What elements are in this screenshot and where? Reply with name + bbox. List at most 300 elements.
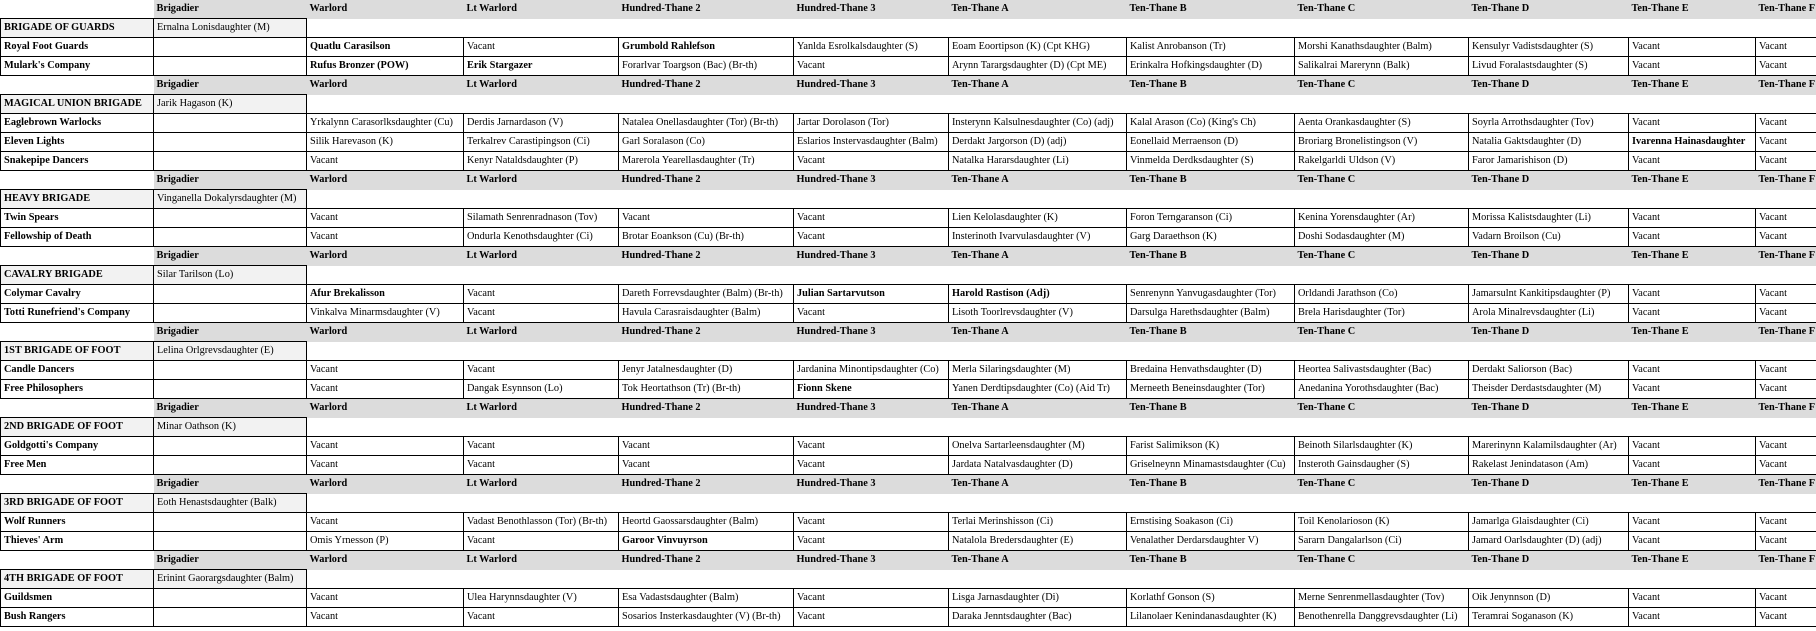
officer-cell: Brela Harisdaughter (Tor) (1295, 304, 1469, 323)
brigade-row (1, 19, 1816, 38)
column-header-row (1, 171, 1816, 190)
column-header: Hundred-Thane 2 (619, 0, 794, 19)
empty-cell (464, 190, 619, 209)
officer-cell: Morissa Kalistsdaughter (Li) (1469, 209, 1629, 228)
empty-cell (949, 266, 1127, 285)
unit-row (1, 38, 1816, 57)
officer-cell: Terlai Merinshisson (Ci) (949, 513, 1127, 532)
officer-cell: Terkalrev Carastipingson (Ci) (464, 133, 619, 152)
column-header: Ten-Thane E (1629, 76, 1756, 95)
unit-brigadier-cell (154, 380, 307, 399)
empty-cell (307, 418, 464, 437)
empty-cell (794, 190, 949, 209)
unit-row (1, 608, 1816, 627)
column-header: Hundred-Thane 3 (794, 76, 949, 95)
empty-cell (949, 19, 1127, 38)
empty-cell (464, 342, 619, 361)
column-header: Lt Warlord (464, 76, 619, 95)
officer-cell: Vacant (794, 513, 949, 532)
column-header: Ten-Thane D (1469, 551, 1629, 570)
officer-cell: Vadast Benothlasson (Tor) (Br-th) (464, 513, 619, 532)
officer-cell: Derdis Jarnardason (V) (464, 114, 619, 133)
officer-cell: Vacant (307, 209, 464, 228)
unit-brigadier-cell (154, 285, 307, 304)
officer-cell: Natalia Gaktsdaughter (D) (1469, 133, 1629, 152)
column-header: Ten-Thane F (1756, 399, 1816, 418)
officer-cell: Ivarenna Hainasdaughter (1629, 133, 1756, 152)
column-header: Ten-Thane B (1127, 323, 1295, 342)
column-header: Warlord (307, 399, 464, 418)
empty-cell (1756, 190, 1816, 209)
officer-cell: Vacant (1756, 589, 1816, 608)
officer-cell: Insterynn Kalsulnesdaughter (Co) (adj) (949, 114, 1127, 133)
officer-cell: Vacant (307, 589, 464, 608)
empty-cell (1127, 19, 1295, 38)
officer-cell: Afur Brekalisson (307, 285, 464, 304)
unit-row (1, 152, 1816, 171)
empty-cell (794, 266, 949, 285)
officer-cell: Vacant (794, 209, 949, 228)
empty-cell (307, 190, 464, 209)
officer-cell: Vacant (794, 589, 949, 608)
unit-brigadier-cell (154, 589, 307, 608)
unit-name: Guildsmen (1, 589, 154, 608)
empty-cell (1295, 19, 1469, 38)
empty-cell (1469, 418, 1629, 437)
column-header: Ten-Thane C (1295, 323, 1469, 342)
officer-cell: Yanen Derdtipsdaughter (Co) (Aid Tr) (949, 380, 1127, 399)
officer-cell: Kalal Arason (Co) (King's Ch) (1127, 114, 1295, 133)
officer-cell: Vacant (794, 456, 949, 475)
column-header: Ten-Thane D (1469, 171, 1629, 190)
unit-row (1, 304, 1816, 323)
officer-cell: Vacant (1629, 209, 1756, 228)
officer-cell: Lisga Jarnasdaughter (Di) (949, 589, 1127, 608)
unit-name: Twin Spears (1, 209, 154, 228)
brigade-row (1, 342, 1816, 361)
empty-cell (949, 190, 1127, 209)
empty-cell (1295, 266, 1469, 285)
officer-cell: Oik Jenynnson (D) (1469, 589, 1629, 608)
column-header: Ten-Thane C (1295, 171, 1469, 190)
officer-cell: Arola Minalrevsdaughter (Li) (1469, 304, 1629, 323)
officer-cell: Griselneynn Minamastsdaughter (Cu) (1127, 456, 1295, 475)
officer-cell: Ulea Harynnsdaughter (V) (464, 589, 619, 608)
officer-cell: Jamard Oarlsdaughter (D) (adj) (1469, 532, 1629, 551)
empty-cell (1629, 570, 1756, 589)
empty-cell (1629, 190, 1756, 209)
unit-row (1, 209, 1816, 228)
empty-cell (1295, 342, 1469, 361)
column-header: Warlord (307, 475, 464, 494)
empty-cell (1469, 95, 1629, 114)
officer-cell: Jamarlga Glaisdaughter (Ci) (1469, 513, 1629, 532)
officer-cell: Garg Daraethson (K) (1127, 228, 1295, 247)
officer-cell: Venalather Derdarsdaughter V) (1127, 532, 1295, 551)
officer-cell: Vacant (1756, 513, 1816, 532)
officer-cell: Vacant (464, 285, 619, 304)
officer-cell: Vacant (1629, 437, 1756, 456)
officer-cell: Insterinoth Ivarvulasdaughter (V) (949, 228, 1127, 247)
officer-cell: Sosarios Insterkasdaughter (V) (Br-th) (619, 608, 794, 627)
column-header: Ten-Thane B (1127, 76, 1295, 95)
column-header: Hundred-Thane 3 (794, 323, 949, 342)
officer-cell: Julian Sartarvutson (794, 285, 949, 304)
officer-cell: Heortd Gaossarsdaughter (Balm) (619, 513, 794, 532)
column-header: Brigadier (154, 247, 307, 266)
brigadier-name: Erinint Gaorargsdaughter (Balm) (154, 570, 307, 589)
header-blank-cell (1, 0, 154, 19)
empty-cell (1469, 494, 1629, 513)
unit-name: Snakepipe Dancers (1, 152, 154, 171)
officer-cell: Jardata Natalvasdaughter (D) (949, 456, 1127, 475)
column-header: Ten-Thane F (1756, 475, 1816, 494)
empty-cell (949, 570, 1127, 589)
brigade-name: 1ST BRIGADE OF FOOT (1, 342, 154, 361)
column-header: Lt Warlord (464, 323, 619, 342)
empty-cell (1756, 19, 1816, 38)
brigade-row (1, 418, 1816, 437)
column-header: Ten-Thane E (1629, 551, 1756, 570)
officer-cell: Vacant (794, 608, 949, 627)
officer-cell: Korlathf Gonson (S) (1127, 589, 1295, 608)
officer-cell: Silamath Senrenradnason (Tov) (464, 209, 619, 228)
officer-cell: Harold Rastison (Adj) (949, 285, 1127, 304)
officer-cell: Vacant (307, 152, 464, 171)
empty-cell (1756, 95, 1816, 114)
brigade-name: HEAVY BRIGADE (1, 190, 154, 209)
officer-cell: Jenyr Jatalnesdaughter (D) (619, 361, 794, 380)
officer-cell: Vacant (1629, 532, 1756, 551)
brigadier-name: Vinganella Dokalyrsdaughter (M) (154, 190, 307, 209)
empty-cell (307, 19, 464, 38)
brigade-row (1, 570, 1816, 589)
officer-cell: Heortea Salivastsdaughter (Bac) (1295, 361, 1469, 380)
column-header: Ten-Thane B (1127, 247, 1295, 266)
empty-cell (619, 494, 794, 513)
officer-cell: Vacant (1756, 285, 1816, 304)
empty-cell (1127, 190, 1295, 209)
column-header-row (1, 551, 1816, 570)
officer-cell: Vacant (1756, 209, 1816, 228)
empty-cell (1756, 570, 1816, 589)
unit-brigadier-cell (154, 437, 307, 456)
officer-cell: Quatlu Carasilson (307, 38, 464, 57)
unit-brigadier-cell (154, 57, 307, 76)
officer-cell: Jamarsulnt Kankitipsdaughter (P) (1469, 285, 1629, 304)
column-header: Hundred-Thane 3 (794, 0, 949, 19)
officer-cell: Onelva Sartarleensdaughter (M) (949, 437, 1127, 456)
empty-cell (464, 570, 619, 589)
empty-cell (307, 570, 464, 589)
unit-brigadier-cell (154, 38, 307, 57)
officer-cell: Vacant (307, 228, 464, 247)
column-header: Hundred-Thane 3 (794, 247, 949, 266)
officer-cell: Vacant (307, 608, 464, 627)
column-header: Brigadier (154, 0, 307, 19)
officer-cell: Senrenynn Yanvugasdaughter (Tor) (1127, 285, 1295, 304)
empty-cell (1756, 494, 1816, 513)
officer-cell: Vacant (307, 380, 464, 399)
empty-cell (794, 342, 949, 361)
unit-name: Totti Runefriend's Company (1, 304, 154, 323)
officer-cell: Salikalrai Marerynn (Balk) (1295, 57, 1469, 76)
officer-cell: Vacant (1629, 608, 1756, 627)
officer-cell: Vacant (1756, 228, 1816, 247)
officer-cell: Esa Vadastsdaughter (Balm) (619, 589, 794, 608)
column-header: Hundred-Thane 3 (794, 399, 949, 418)
column-header: Ten-Thane A (949, 551, 1127, 570)
column-header: Ten-Thane C (1295, 76, 1469, 95)
header-blank-cell (1, 171, 154, 190)
officer-cell: Vacant (1756, 114, 1816, 133)
unit-name: Goldgotti's Company (1, 437, 154, 456)
officer-cell: Lisoth Toorlrevsdaughter (V) (949, 304, 1127, 323)
officer-cell: Kensulyr Vadistsdaughter (S) (1469, 38, 1629, 57)
empty-cell (1629, 494, 1756, 513)
officer-cell: Vinkalva Minarmsdaughter (V) (307, 304, 464, 323)
officer-cell: Lilanolaer Kenindanasdaughter (K) (1127, 608, 1295, 627)
empty-cell (1756, 266, 1816, 285)
column-header: Ten-Thane E (1629, 0, 1756, 19)
officer-cell: Vacant (1756, 437, 1816, 456)
officer-cell: Kalist Anrobanson (Tr) (1127, 38, 1295, 57)
unit-brigadier-cell (154, 133, 307, 152)
brigade-name: 2ND BRIGADE OF FOOT (1, 418, 154, 437)
empty-cell (464, 494, 619, 513)
officer-cell: Vacant (794, 152, 949, 171)
officer-cell: Vacant (1629, 456, 1756, 475)
unit-brigadier-cell (154, 608, 307, 627)
column-header: Hundred-Thane 2 (619, 247, 794, 266)
officer-cell: Merne Senrenmellasdaughter (Tov) (1295, 589, 1469, 608)
brigade-name: 3RD BRIGADE OF FOOT (1, 494, 154, 513)
officer-cell: Merla Silaringsdaughter (M) (949, 361, 1127, 380)
column-header: Brigadier (154, 171, 307, 190)
officer-cell: Vacant (1756, 532, 1816, 551)
empty-cell (1127, 418, 1295, 437)
officer-cell: Vacant (794, 532, 949, 551)
column-header-row (1, 323, 1816, 342)
column-header: Ten-Thane A (949, 247, 1127, 266)
column-header: Warlord (307, 323, 464, 342)
unit-brigadier-cell (154, 152, 307, 171)
empty-cell (464, 19, 619, 38)
column-header: Ten-Thane A (949, 399, 1127, 418)
brigadier-name: Ernalna Lonisdaughter (M) (154, 19, 307, 38)
empty-cell (619, 570, 794, 589)
column-header: Brigadier (154, 551, 307, 570)
unit-row (1, 361, 1816, 380)
officer-cell: Benothenrella Danggrevsdaughter (Li) (1295, 608, 1469, 627)
column-header-row (1, 475, 1816, 494)
unit-row (1, 228, 1816, 247)
officer-cell: Farist Salimikson (K) (1127, 437, 1295, 456)
brigade-row (1, 494, 1816, 513)
brigadier-name: Silar Tarilson (Lo) (154, 266, 307, 285)
officer-cell: Vacant (1756, 57, 1816, 76)
officer-cell: Dareth Forrevsdaughter (Balm) (Br-th) (619, 285, 794, 304)
officer-cell: Havula Carasraisdaughter (Balm) (619, 304, 794, 323)
officer-cell: Vacant (1756, 456, 1816, 475)
empty-cell (1127, 570, 1295, 589)
officer-cell: Eonellaid Merraenson (D) (1127, 133, 1295, 152)
officer-cell: Ernstising Soakason (Ci) (1127, 513, 1295, 532)
officer-cell: Soyrla Arrothsdaughter (Tov) (1469, 114, 1629, 133)
column-header: Ten-Thane B (1127, 0, 1295, 19)
officer-cell: Darsulga Harethsdaughter (Balm) (1127, 304, 1295, 323)
officer-cell: Vacant (794, 304, 949, 323)
column-header: Brigadier (154, 475, 307, 494)
empty-cell (1127, 266, 1295, 285)
unit-name: Thieves' Arm (1, 532, 154, 551)
empty-cell (949, 342, 1127, 361)
officer-cell: Vacant (1629, 589, 1756, 608)
column-header: Ten-Thane E (1629, 399, 1756, 418)
officer-cell: Tok Heortathson (Tr) (Br-th) (619, 380, 794, 399)
column-header: Ten-Thane E (1629, 475, 1756, 494)
empty-cell (794, 418, 949, 437)
column-header: Ten-Thane F (1756, 323, 1816, 342)
officer-cell: Vacant (1756, 608, 1816, 627)
column-header: Ten-Thane B (1127, 171, 1295, 190)
column-header: Warlord (307, 551, 464, 570)
unit-brigadier-cell (154, 304, 307, 323)
column-header-row (1, 399, 1816, 418)
column-header: Lt Warlord (464, 399, 619, 418)
unit-name: Free Philosophers (1, 380, 154, 399)
officer-cell: Marerola Yearellasdaughter (Tr) (619, 152, 794, 171)
unit-brigadier-cell (154, 114, 307, 133)
column-header: Warlord (307, 0, 464, 19)
officer-cell: Doshi Sodasdaughter (M) (1295, 228, 1469, 247)
empty-cell (794, 19, 949, 38)
officer-cell: Natalea Onellasdaughter (Tor) (Br-th) (619, 114, 794, 133)
officer-cell: Yrkalynn Carasorlksdaughter (Cu) (307, 114, 464, 133)
officer-cell: Orldandi Jarathson (Co) (1295, 285, 1469, 304)
officer-cell: Vacant (1629, 304, 1756, 323)
officer-cell: Vacant (619, 209, 794, 228)
column-header: Ten-Thane E (1629, 171, 1756, 190)
officer-cell: Eslarios Instervasdaughter (Balm) (794, 133, 949, 152)
unit-name: Free Men (1, 456, 154, 475)
officer-cell: Ondurla Kenothsdaughter (Ci) (464, 228, 619, 247)
roster-body (1, 0, 1816, 627)
column-header: Ten-Thane B (1127, 399, 1295, 418)
column-header: Warlord (307, 247, 464, 266)
column-header: Ten-Thane A (949, 171, 1127, 190)
column-header: Ten-Thane D (1469, 0, 1629, 19)
column-header: Lt Warlord (464, 551, 619, 570)
brigadier-name: Jarik Hagason (K) (154, 95, 307, 114)
officer-cell: Omis Yrnesson (P) (307, 532, 464, 551)
empty-cell (1469, 342, 1629, 361)
column-header: Ten-Thane B (1127, 475, 1295, 494)
officer-cell: Garoor Vinvuyrson (619, 532, 794, 551)
column-header: Ten-Thane C (1295, 551, 1469, 570)
officer-cell: Vacant (1756, 133, 1816, 152)
officer-cell: Livud Foralastsdaughter (S) (1469, 57, 1629, 76)
column-header: Hundred-Thane 2 (619, 399, 794, 418)
unit-name: Wolf Runners (1, 513, 154, 532)
unit-row (1, 114, 1816, 133)
empty-cell (1469, 570, 1629, 589)
officer-cell: Vacant (794, 437, 949, 456)
column-header: Lt Warlord (464, 247, 619, 266)
unit-name: Candle Dancers (1, 361, 154, 380)
column-header: Brigadier (154, 323, 307, 342)
officer-cell: Dangak Esynnson (Lo) (464, 380, 619, 399)
column-header: Ten-Thane F (1756, 76, 1816, 95)
unit-brigadier-cell (154, 209, 307, 228)
officer-cell: Vacant (1756, 152, 1816, 171)
officer-cell: Beinoth Silarlsdaughter (K) (1295, 437, 1469, 456)
column-header: Ten-Thane C (1295, 247, 1469, 266)
officer-cell: Theisder Derdastsdaughter (M) (1469, 380, 1629, 399)
officer-cell: Vacant (307, 437, 464, 456)
column-header: Ten-Thane C (1295, 475, 1469, 494)
empty-cell (619, 266, 794, 285)
column-header: Hundred-Thane 3 (794, 551, 949, 570)
empty-cell (619, 95, 794, 114)
officer-cell: Vacant (1756, 38, 1816, 57)
empty-cell (307, 342, 464, 361)
column-header: Ten-Thane D (1469, 76, 1629, 95)
officer-cell: Vacant (1629, 361, 1756, 380)
brigade-row (1, 266, 1816, 285)
empty-cell (464, 266, 619, 285)
empty-cell (1629, 95, 1756, 114)
column-header: Hundred-Thane 2 (619, 171, 794, 190)
unit-row (1, 437, 1816, 456)
column-header: Lt Warlord (464, 171, 619, 190)
empty-cell (1127, 342, 1295, 361)
officer-cell: Yanlda Esrolkalsdaughter (S) (794, 38, 949, 57)
empty-cell (1469, 190, 1629, 209)
unit-brigadier-cell (154, 532, 307, 551)
officer-cell: Rakelast Jenindatason (Am) (1469, 456, 1629, 475)
empty-cell (949, 95, 1127, 114)
officer-cell: Kenina Yorensdaughter (Ar) (1295, 209, 1469, 228)
header-blank-cell (1, 475, 154, 494)
empty-cell (949, 418, 1127, 437)
unit-name: Mulark's Company (1, 57, 154, 76)
officer-cell: Bredaina Henvathsdaughter (D) (1127, 361, 1295, 380)
unit-name: Eleven Lights (1, 133, 154, 152)
empty-cell (1295, 570, 1469, 589)
column-header: Hundred-Thane 2 (619, 475, 794, 494)
column-header: Ten-Thane A (949, 0, 1127, 19)
officer-cell: Arynn Tarargsdaughter (D) (Cpt ME) (949, 57, 1127, 76)
header-blank-cell (1, 323, 154, 342)
officer-cell: Vacant (464, 38, 619, 57)
unit-brigadier-cell (154, 456, 307, 475)
column-header: Ten-Thane D (1469, 323, 1629, 342)
empty-cell (1756, 342, 1816, 361)
officer-cell: Vacant (1629, 114, 1756, 133)
column-header: Ten-Thane E (1629, 323, 1756, 342)
officer-cell: Vacant (464, 304, 619, 323)
header-blank-cell (1, 76, 154, 95)
header-blank-cell (1, 399, 154, 418)
empty-cell (1469, 266, 1629, 285)
empty-cell (619, 342, 794, 361)
column-header: Hundred-Thane 3 (794, 171, 949, 190)
column-header: Ten-Thane A (949, 76, 1127, 95)
empty-cell (619, 19, 794, 38)
officer-cell: Derdakt Jargorson (D) (adj) (949, 133, 1127, 152)
brigade-name: 4TH BRIGADE OF FOOT (1, 570, 154, 589)
